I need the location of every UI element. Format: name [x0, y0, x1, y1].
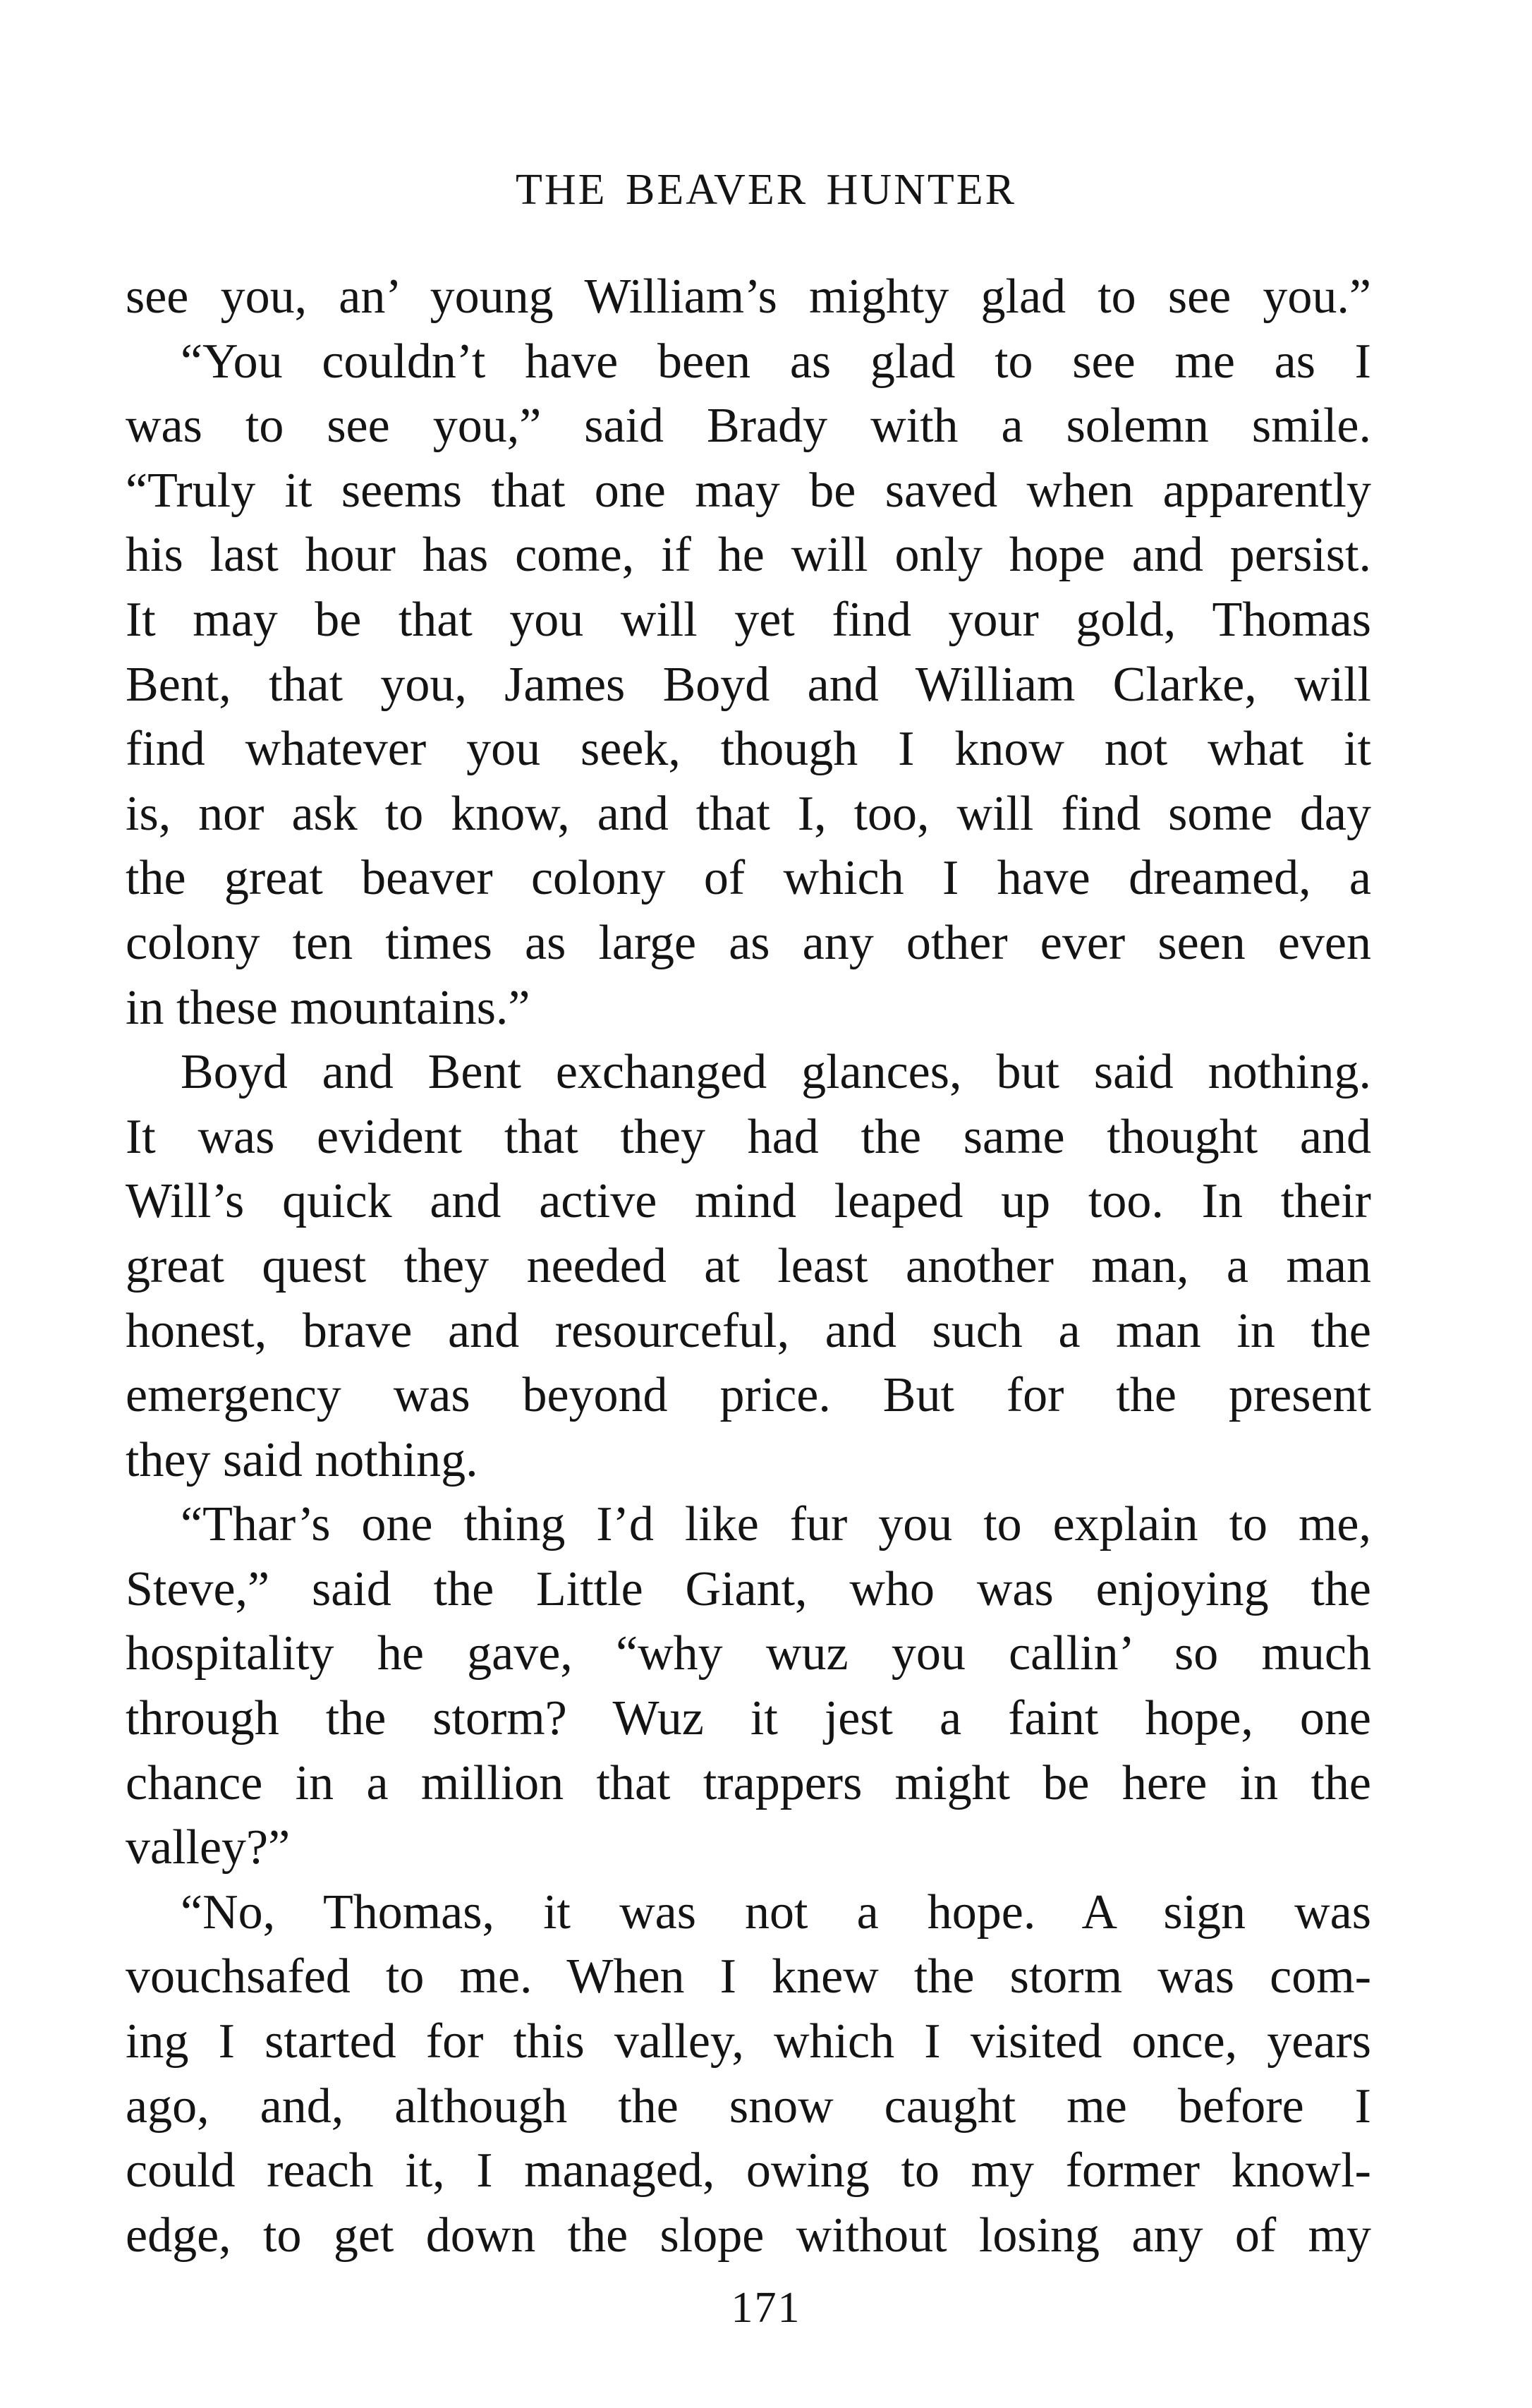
text-line: could reach it, I managed, owing to my former knowl- — [126, 2143, 1371, 2198]
text-line: his last hour has come, if he will only hope and persist. — [126, 528, 1371, 583]
text-line: colony ten times as large as any other ever seen even — [126, 915, 1371, 970]
text-line: in these mountains.” — [126, 980, 530, 1035]
text-line: great quest they needed at least another man, a man — [126, 1238, 1371, 1293]
text-line: they said nothing. — [126, 1432, 478, 1487]
text-line: It was evident that they had the same thought and — [126, 1109, 1371, 1164]
text-line: chance in a million that trappers might be here in the — [126, 1755, 1371, 1810]
text-line: “Thar’s one thing I’d like fur you to explain to me, — [181, 1497, 1371, 1552]
page-number: 171 — [731, 2284, 801, 2332]
text-line: “Truly it seems that one may be saved when apparently — [126, 463, 1371, 518]
text-line: find whatever you seek, though I know not what it — [126, 722, 1371, 777]
text-line: Boyd and Bent exchanged glances, but said nothing. — [181, 1045, 1371, 1100]
text-line: is, nor ask to know, and that I, too, will find some day — [126, 786, 1371, 841]
text-line: “You couldn’t have been as glad to see me as I — [181, 334, 1371, 389]
text-line: Bent, that you, James Boyd and William Clarke, will — [126, 657, 1371, 712]
text-line: valley?” — [126, 1820, 291, 1875]
text-line: through the storm? Wuz it jest a faint hope, one — [126, 1691, 1371, 1746]
text-line: ago, and, although the snow caught me before I — [126, 2079, 1371, 2134]
text-line: vouchsafed to me. When I knew the storm was com- — [126, 1949, 1371, 2004]
text-line: “No, Thomas, it was not a hope. A sign was — [181, 1884, 1371, 1940]
text-line: hospitality he gave, “why wuz you callin’ so much — [126, 1626, 1371, 1681]
text-line: Will’s quick and active mind leaped up too. In their — [126, 1174, 1371, 1229]
text-line: the great beaver colony of which I have dreamed, a — [126, 851, 1371, 906]
body-text — [126, 265, 1371, 2268]
text-line: Steve,” said the Little Giant, who was enjoying the — [126, 1561, 1371, 1616]
running-head: THE BEAVER HUNTER — [516, 166, 1016, 214]
text-line: see you, an’ young William’s mighty glad to see you.” — [126, 270, 1371, 324]
text-line: edge, to get down the slope without losing any of my — [126, 2208, 1371, 2263]
text-line: It may be that you will yet find your gold, Thomas — [126, 592, 1371, 647]
text-line: was to see you,” said Brady with a solemn smile. — [126, 399, 1371, 454]
text-line: honest, brave and resourceful, and such a man in the — [126, 1303, 1371, 1358]
text-line: emergency was beyond price. But for the present — [126, 1368, 1371, 1423]
text-line: ing I started for this valley, which I visited once, years — [126, 2014, 1371, 2069]
